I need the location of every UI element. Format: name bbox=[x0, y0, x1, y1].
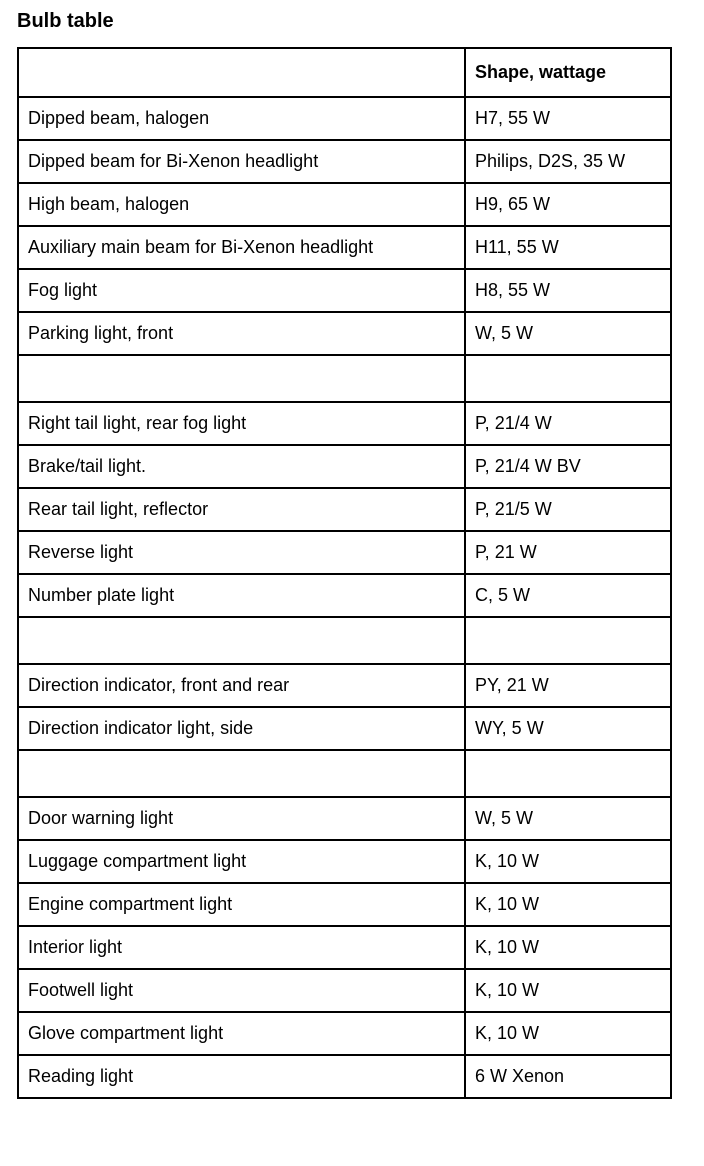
shape-wattage-cell: K, 10 W bbox=[465, 926, 671, 969]
shape-wattage-cell: P, 21 W bbox=[465, 531, 671, 574]
shape-wattage-cell: PY, 21 W bbox=[465, 664, 671, 707]
bulb-cell: Footwell light bbox=[18, 969, 465, 1012]
page-title: Bulb table bbox=[17, 10, 114, 32]
table-row bbox=[18, 97, 671, 140]
bulb-cell bbox=[18, 617, 465, 664]
bulb-table bbox=[17, 47, 672, 1099]
table-row bbox=[18, 226, 671, 269]
table-row bbox=[18, 269, 671, 312]
table-row bbox=[18, 969, 671, 1012]
table-row bbox=[18, 355, 671, 402]
table-header-row bbox=[18, 48, 671, 97]
header-cell-shape-wattage: Shape, wattage bbox=[465, 48, 671, 97]
bulb-cell: Dipped beam, halogen bbox=[18, 97, 465, 140]
table-row bbox=[18, 1055, 671, 1098]
bulb-cell: Interior light bbox=[18, 926, 465, 969]
shape-wattage-cell: W, 5 W bbox=[465, 312, 671, 355]
shape-wattage-cell: P, 21/4 W BV bbox=[465, 445, 671, 488]
table-row bbox=[18, 883, 671, 926]
shape-wattage-cell bbox=[465, 355, 671, 402]
header-cell-description bbox=[18, 48, 465, 97]
shape-wattage-cell: K, 10 W bbox=[465, 969, 671, 1012]
bulb-cell: Dipped beam for Bi-Xenon headlight bbox=[18, 140, 465, 183]
bulb-cell: Reverse light bbox=[18, 531, 465, 574]
shape-wattage-cell: K, 10 W bbox=[465, 1012, 671, 1055]
shape-wattage-cell: K, 10 W bbox=[465, 840, 671, 883]
shape-wattage-cell: H7, 55 W bbox=[465, 97, 671, 140]
table-row bbox=[18, 840, 671, 883]
shape-wattage-cell: P, 21/5 W bbox=[465, 488, 671, 531]
table-row bbox=[18, 488, 671, 531]
bulb-cell: Rear tail light, reflector bbox=[18, 488, 465, 531]
shape-wattage-cell: WY, 5 W bbox=[465, 707, 671, 750]
shape-wattage-cell: 6 W Xenon bbox=[465, 1055, 671, 1098]
table-row bbox=[18, 574, 671, 617]
table-row bbox=[18, 707, 671, 750]
table-row bbox=[18, 797, 671, 840]
bulb-cell: Door warning light bbox=[18, 797, 465, 840]
shape-wattage-cell: K, 10 W bbox=[465, 883, 671, 926]
table-row bbox=[18, 750, 671, 797]
bulb-cell: Brake/tail light. bbox=[18, 445, 465, 488]
bulb-cell: Number plate light bbox=[18, 574, 465, 617]
bulb-cell: Luggage compartment light bbox=[18, 840, 465, 883]
bulb-cell: Glove compartment light bbox=[18, 1012, 465, 1055]
table-row bbox=[18, 402, 671, 445]
shape-wattage-cell bbox=[465, 750, 671, 797]
bulb-cell: Right tail light, rear fog light bbox=[18, 402, 465, 445]
shape-wattage-cell: C, 5 W bbox=[465, 574, 671, 617]
table-row bbox=[18, 926, 671, 969]
table-row bbox=[18, 183, 671, 226]
shape-wattage-cell: W, 5 W bbox=[465, 797, 671, 840]
table-row bbox=[18, 1012, 671, 1055]
shape-wattage-cell bbox=[465, 617, 671, 664]
table-row bbox=[18, 531, 671, 574]
table-row bbox=[18, 617, 671, 664]
bulb-cell: Direction indicator, front and rear bbox=[18, 664, 465, 707]
shape-wattage-cell: H11, 55 W bbox=[465, 226, 671, 269]
shape-wattage-cell: Philips, D2S, 35 W bbox=[465, 140, 671, 183]
bulb-cell: Fog light bbox=[18, 269, 465, 312]
bulb-cell: High beam, halogen bbox=[18, 183, 465, 226]
table-row bbox=[18, 664, 671, 707]
table-row bbox=[18, 312, 671, 355]
shape-wattage-cell: P, 21/4 W bbox=[465, 402, 671, 445]
shape-wattage-cell: H9, 65 W bbox=[465, 183, 671, 226]
bulb-cell: Direction indicator light, side bbox=[18, 707, 465, 750]
bulb-cell: Auxiliary main beam for Bi-Xenon headlight bbox=[18, 226, 465, 269]
bulb-cell: Parking light, front bbox=[18, 312, 465, 355]
bulb-cell bbox=[18, 750, 465, 797]
table-row bbox=[18, 445, 671, 488]
shape-wattage-cell: H8, 55 W bbox=[465, 269, 671, 312]
table-row bbox=[18, 140, 671, 183]
bulb-cell: Engine compartment light bbox=[18, 883, 465, 926]
bulb-cell: Reading light bbox=[18, 1055, 465, 1098]
bulb-cell bbox=[18, 355, 465, 402]
